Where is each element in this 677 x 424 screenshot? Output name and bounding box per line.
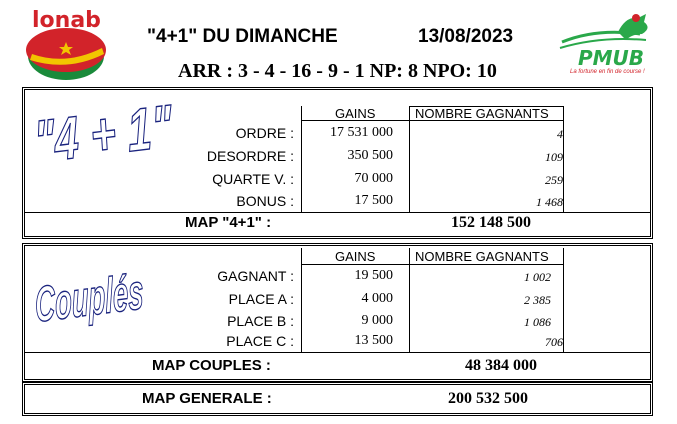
row-label: PLACE C : [226,333,294,349]
couples-big-label: Couplés [34,263,145,333]
row-winners: 1 086 [524,315,551,329]
draw-date: 13/08/2023 [418,26,514,47]
winners-header: NOMBRE GAGNANTS [415,106,549,121]
row-gain: 13 500 [354,333,393,348]
row-gain: 4 000 [361,291,393,306]
arrival-line: ARR : 3 - 4 - 16 - 9 - 1 NP: 8 NPO: 10 [178,60,497,82]
winners-header: NOMBRE GAGNANTS [415,249,549,264]
pmub-tagline: La fortune en fin de course ! [570,69,645,75]
row-label: PLACE A : [228,291,294,307]
map-generale-value: 200 532 500 [448,390,528,407]
row-label: BONUS : [236,193,294,209]
row-winners: 4 [557,127,563,141]
row-winners: 1 468 [536,195,563,209]
row-gain: 70 000 [354,171,393,186]
row-label: DESORDRE : [206,148,294,164]
row-winners: 706 [545,335,563,349]
four-plus-one-big-label: "4 + 1" [32,92,174,176]
pmub-logo-text: PMUB [578,46,645,70]
row-gain: 17 500 [354,193,393,208]
row-label: QUARTE V. : [212,171,294,187]
lonab-logo-text: lonab [32,8,101,33]
row-gain: 350 500 [347,148,393,163]
map-4plus1-value: 152 148 500 [451,214,531,231]
row-winners: 259 [545,173,563,187]
pmub-logo [556,12,668,78]
row-gain: 19 500 [354,268,393,283]
row-label: GAGNANT : [217,268,294,284]
gains-header: GAINS [335,249,376,264]
gains-header: GAINS [335,106,376,121]
map-generale-label: MAP GENERALE : [142,390,272,407]
row-label: ORDRE : [235,125,294,141]
map-4plus1-label: MAP "4+1" : [185,214,272,231]
row-gain: 9 000 [361,313,393,328]
map-couples-label: MAP COUPLES : [152,357,271,374]
row-gain: 17 531 000 [330,125,393,140]
row-winners: 109 [545,150,563,164]
row-winners: 2 385 [524,293,551,307]
row-winners: 1 002 [524,270,551,284]
map-couples-value: 48 384 000 [465,357,537,374]
row-label: PLACE B : [227,313,294,329]
page-title: "4+1" DU DIMANCHE [147,26,338,47]
lonab-logo [22,8,114,84]
general-panel [24,384,651,414]
